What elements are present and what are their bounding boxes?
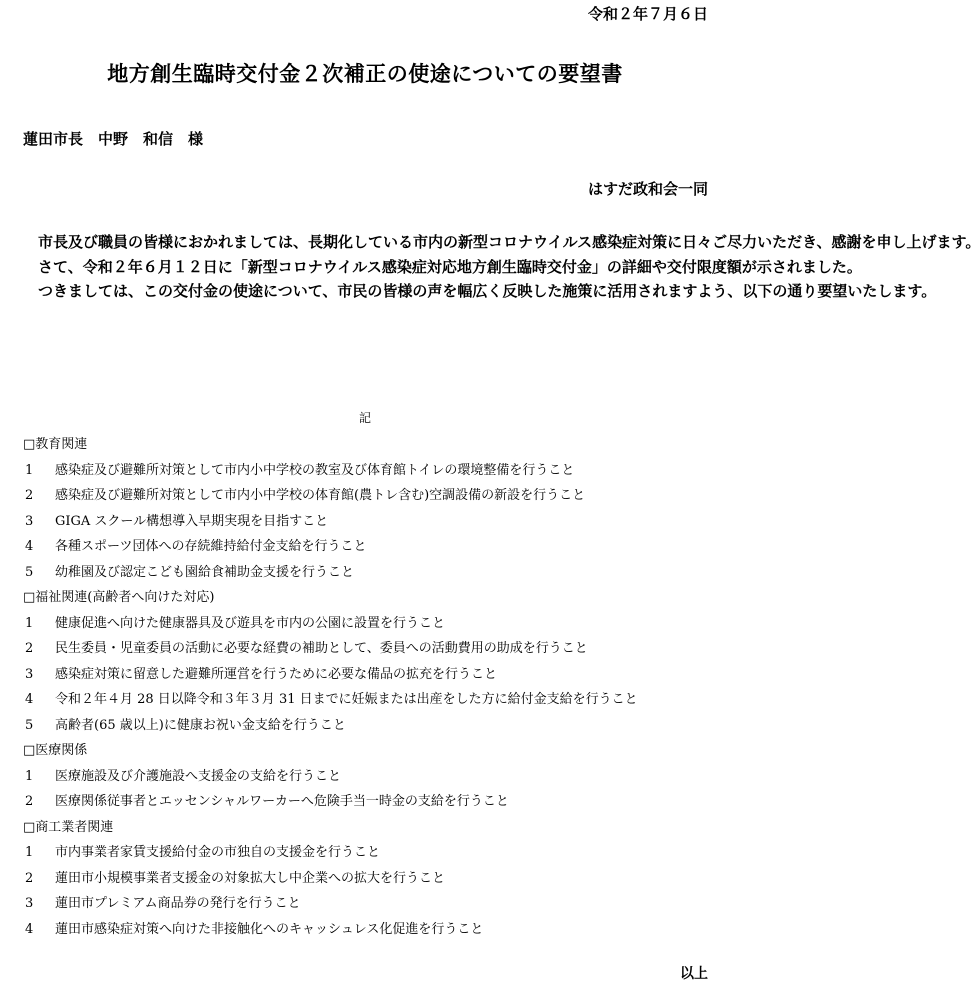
item-number: 4	[25, 539, 34, 554]
item-number: 4	[25, 921, 34, 937]
item-text: 高齢者(65 歳以上)に健康お祝い金支給を行うこと	[55, 717, 346, 733]
item-text: 蓮田市プレミアム商品券の発行を行うこと	[55, 896, 301, 911]
item-text: 感染症及び避難所対策として市内小中学校の体育館(農トレ含む)空調設備の新設を行うこと	[55, 488, 586, 503]
item-number: 5	[25, 564, 34, 580]
item-number: 3	[25, 666, 34, 682]
list-item	[23, 764, 723, 790]
item-text: 民生委員・児童委員の活動に必要な経費の補助として、委員への活動費用の助成を行うこと	[55, 641, 588, 656]
section-heading: □商工業者関連	[23, 819, 114, 835]
list-item	[23, 713, 723, 739]
item-text: 各種スポーツ団体への存続維持給付金支給を行うこと	[55, 539, 367, 554]
item-number: 3	[25, 513, 34, 529]
list-item	[23, 560, 723, 586]
item-number: 4	[25, 692, 34, 707]
item-text: GIGA スクール構想導入早期実現を目指すこと	[55, 513, 329, 529]
item-number: 1	[25, 845, 34, 860]
item-text: 医療関係従事者とエッセンシャルワーカーへ危険手当一時金の支給を行うこと	[55, 794, 509, 809]
item-number: 2	[25, 488, 34, 503]
document-title: 地方創生臨時交付金２次補正の使途についての要望書	[107, 62, 623, 86]
item-text: 幼稚園及び認定こども園給食補助金支援を行うこと	[55, 564, 355, 580]
ki-heading: 記	[358, 411, 371, 425]
item-number: 5	[25, 717, 34, 733]
sender: はすだ政和会一同	[587, 180, 708, 198]
item-text: 感染症及び避難所対策として市内小中学校の教室及び体育館トイレの環境整備を行うこと	[55, 462, 575, 478]
document-date: 令和２年７月６日	[587, 5, 708, 23]
item-number: 2	[25, 641, 34, 656]
item-number: 2	[25, 870, 34, 886]
list-item	[23, 636, 723, 662]
list-item	[23, 866, 723, 892]
item-number: 1	[25, 768, 34, 784]
item-text: 感染症対策に留意した避難所運営を行うために必要な備品の拡充を行うこと	[55, 666, 498, 682]
section-commerce	[23, 815, 723, 943]
section-education	[23, 432, 723, 585]
item-text: 市内事業者家賃支援給付金の市独自の支援金を行うこと	[55, 845, 381, 860]
list-item	[23, 840, 723, 866]
list-item	[23, 662, 723, 688]
list-item	[23, 483, 723, 509]
list-item	[23, 509, 723, 535]
item-number: 1	[25, 615, 34, 631]
body-paragraph: さて、令和２年６月１２日に「新型コロナウイルス感染症対応地方創生臨時交付金」の詳細や交付限度額が示されました。	[38, 257, 862, 276]
body-text	[23, 230, 980, 304]
list-item	[23, 891, 723, 917]
item-text: 蓮田市感染症対策へ向けた非接触化へのキャッシュレス化促進を行うこと	[55, 921, 484, 937]
closing-remark: 以上	[680, 966, 708, 982]
list-item	[23, 917, 723, 943]
section-medical	[23, 738, 723, 815]
body-paragraph: つきましては、この交付金の使途について、市民の皆様の声を幅広く反映した施策に活用されますよう、以下の通り要望いたします。	[38, 282, 937, 300]
section-welfare	[23, 585, 723, 738]
body-paragraph: 市長及び職員の皆様におかれましては、長期化している市内の新型コロナウイルス感染症対策に日々ご尽力いただき、感謝を申し上げます。	[38, 233, 980, 251]
addressee: 蓮田市長 中野 和信 様	[23, 130, 204, 148]
section-heading: □医療関係	[23, 743, 88, 758]
list-item	[23, 534, 723, 560]
list-item	[23, 458, 723, 484]
list-item	[23, 611, 723, 637]
request-list	[23, 432, 723, 942]
item-number: 2	[25, 794, 34, 809]
section-heading: □教育関連	[23, 437, 88, 452]
list-item	[23, 789, 723, 815]
list-item	[23, 687, 723, 713]
item-text: 健康促進へ向けた健康器具及び遊具を市内の公園に設置を行うこと	[55, 615, 446, 631]
item-text: 医療施設及び介護施設へ支援金の支給を行うこと	[55, 768, 342, 784]
section-heading: □福祉関連(高齢者へ向けた対応)	[23, 590, 215, 605]
item-number: 1	[25, 462, 34, 478]
item-number: 3	[25, 896, 34, 911]
item-text: 令和２年４月 28 日以降令和３年３月 31 日までに妊娠または出産をした方に給付金支給を行うこと	[55, 692, 638, 707]
item-text: 蓮田市小規模事業者支援金の対象拡大し中企業への拡大を行うこと	[55, 870, 446, 886]
